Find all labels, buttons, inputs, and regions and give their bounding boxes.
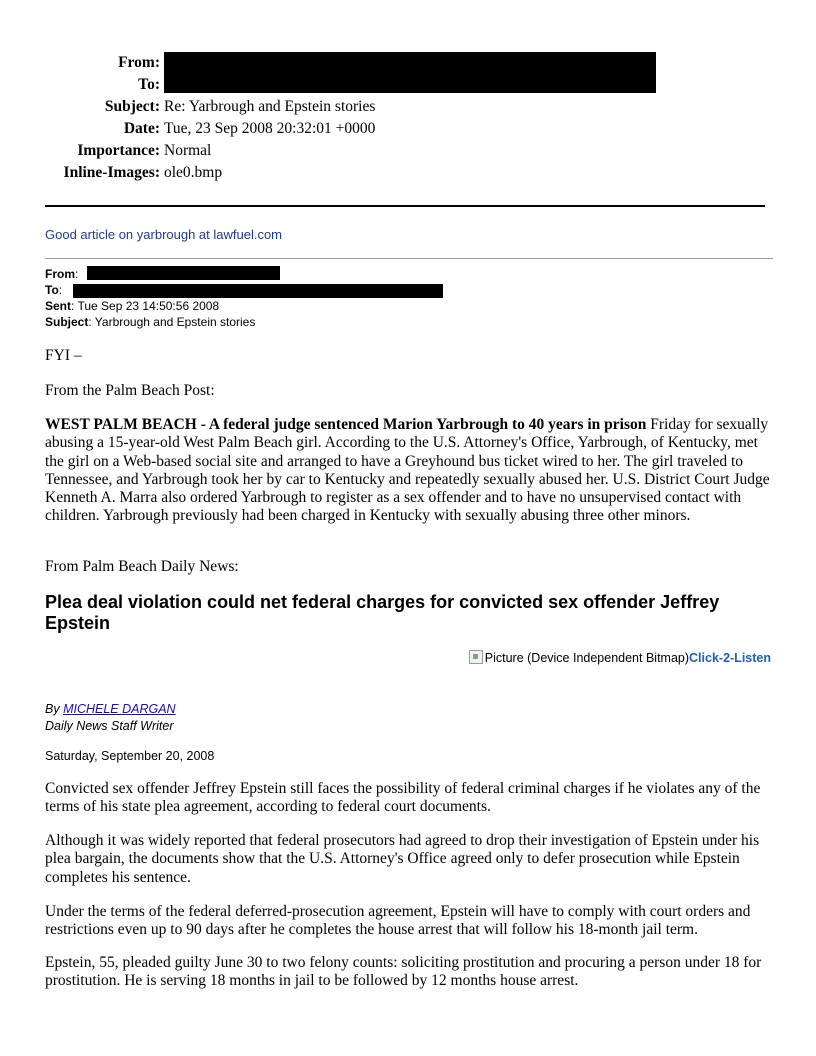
author-title: Daily News Staff Writer [45, 718, 174, 733]
fwd-to-row: To: [45, 282, 255, 298]
picture-alt-text: Picture (Device Independent Bitmap) [484, 651, 690, 665]
to-label: To: [138, 76, 160, 93]
byline-row [45, 701, 176, 718]
article1-text: Friday for sexually abusing a 15-year-old West Palm Beach girl. According to the U.S. Attorney's Office, Yarbrough, of Kentucky, met the girl on a Web-based social site and arranged to have a Greyhound bus ticket wired to her. The girl traveled to Tennessee, and Yarbrough took her by car to Kentucky and repeatedly sexually abused her. U.S. District Court Judge Kenneth A. Marra also ordered Yarbrough to register as a sex offender and to have no unsupervised contact with children. Yarbrough previously had been charged in Kentucky with sexually abusing three other minors. [45, 416, 770, 525]
reply-text: Good article on yarbrough at lawfuel.com [45, 227, 283, 242]
importance-value: Normal [164, 142, 212, 159]
redaction-block [87, 266, 280, 280]
fwd-subject-value: : Yarbrough and Epstein stories [88, 315, 256, 329]
fwd-from-label: From [45, 267, 75, 281]
byline [45, 701, 176, 734]
broken-image-icon [469, 650, 483, 664]
author-link[interactable]: MICHELE DARGAN [63, 702, 176, 716]
daily-news-intro: From Palm Beach Daily News: [45, 558, 239, 575]
fwd-from-row: From: [45, 266, 255, 282]
palm-post-intro: From the Palm Beach Post: [45, 382, 215, 399]
date-label: Date: [123, 120, 160, 137]
article2-headline: Plea deal violation could net federal charges for convicted sex offender Jeffrey Epstein [45, 592, 720, 633]
article2-paragraph-1: Convicted sex offender Jeffrey Epstein still faces the possibility of federal criminal charges if he violates any of the terms of his state plea agreement, according to federal court documents. [45, 780, 761, 816]
date-value: Tue, 23 Sep 2008 20:32:01 +0000 [164, 120, 376, 137]
fwd-to-label: To [45, 283, 59, 297]
article1-paragraph [45, 416, 773, 526]
inline-images-label: Inline-Images: [63, 164, 160, 181]
fwd-subject-label: Subject [45, 315, 89, 329]
redaction-block [73, 284, 443, 298]
fwd-sent-row [45, 298, 255, 314]
header-importance-row [0, 140, 816, 162]
forward-divider [45, 258, 773, 259]
subject-label: Subject: [104, 98, 160, 115]
fwd-sent-label: Sent [45, 299, 72, 313]
fyi-text: FYI – [45, 347, 82, 364]
inline-images-value: ole0.bmp [164, 164, 223, 181]
subject-value: Re: Yarbrough and Epstein stories [164, 98, 376, 115]
byline-prefix: By [45, 702, 64, 716]
picture-placeholder [469, 650, 771, 665]
article2-paragraph-4: Epstein, 55, pleaded guilty June 30 to two felony counts: soliciting prostitution and procuring a person under 18 for prostitution. He is serving 18 months in jail to be followed by 12 months house arrest. [45, 954, 762, 990]
article2-paragraph-3: Under the terms of the federal deferred-prosecution agreement, Epstein will have to comply with court orders and restrictions even up to 90 days after he completes the house arrest that will follow his 18-month jail term. [45, 903, 751, 939]
article1-lead: WEST PALM BEACH - A federal judge sentenced Marion Yarbrough to 40 years in prison [45, 416, 647, 433]
header-inline-images-row [0, 162, 816, 184]
header-date-row [0, 118, 816, 140]
click-2-listen-link[interactable]: Click-2-Listen [689, 651, 771, 665]
header-divider [45, 205, 765, 207]
fwd-subject-row [45, 314, 255, 330]
header-subject-row [0, 96, 816, 118]
importance-label: Importance: [77, 142, 160, 159]
redaction-block [164, 52, 656, 93]
article2-paragraph-2: Although it was widely reported that federal prosecutors had agreed to drop their investigation of Epstein under his plea bargain, the documents show that the U.S. Attorney's Office agreed only to defer prosecution while Epstein completes his sentence. [45, 832, 760, 886]
from-label: From: [118, 54, 160, 71]
forwarded-header [45, 266, 255, 330]
article2-date: Saturday, September 20, 2008 [45, 749, 215, 763]
fwd-sent-value: : Tue Sep 23 14:50:56 2008 [71, 299, 220, 313]
